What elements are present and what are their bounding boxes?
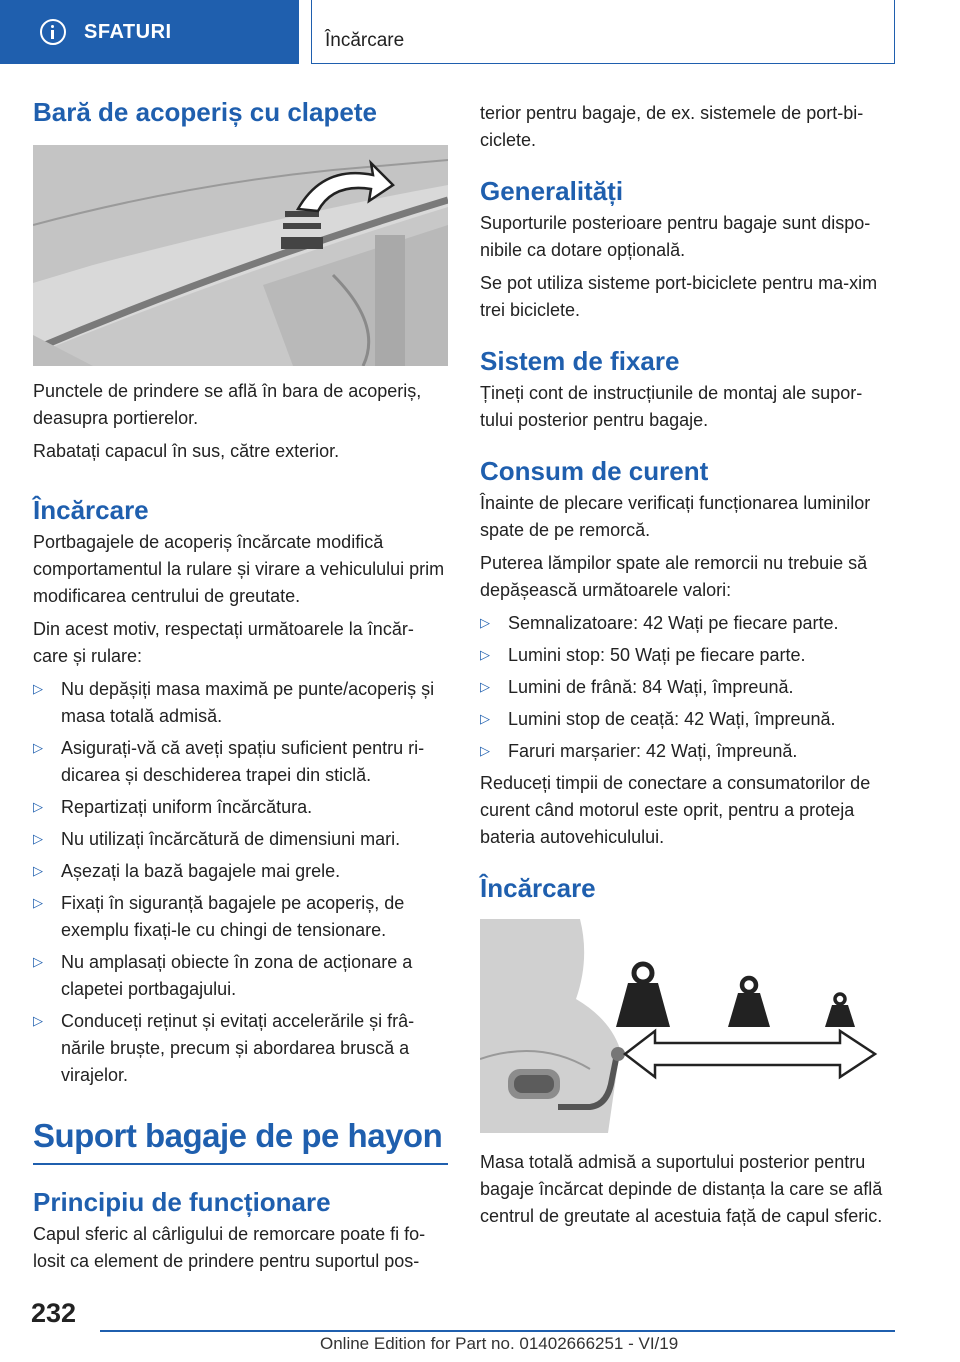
chapter-tab [311,0,895,64]
chapter-heading-wrap [33,1115,448,1165]
roof-rail-illustration [33,145,448,366]
chapter-tab-label: Încărcare [325,30,405,51]
power-paragraph-3: Reduceți timpii de conectare a consumatorilor de curent când motorul este oprit, pentru a proteja bateria autovehiculului. [480,773,871,847]
mounting-paragraph-1: Țineți cont de instrucțiunile de montaj ale supor-tului posterior pentru bagaje. [480,383,863,430]
list-item: ▷ Așezați la bază bagajele mai grele. [33,858,448,885]
principle-paragraph-1: Capul sferic al cârligului de remorcare poate fi fo-losit ca element de prindere pentru suportul pos- [33,1224,426,1271]
section-title-mounting: Sistem de fixare [480,346,680,376]
list-item: ▷ Lumini stop de ceață: 42 Wați, împreună. [480,706,895,733]
loading-paragraph-1: Portbagajele de acoperiș încărcate modifică comportamentul la rulare și virare a vehiculului prim modificarea centrului de greutate. [33,532,445,606]
section-title-general: Generalități [480,176,624,206]
list-item: ▷ Conduceți reținut și evitați accelerările și frâ-nările bruște, precum și abordarea bruscă a virajelor. [33,1008,448,1089]
section-title-power: Consum de curent [480,456,709,486]
section-title-rack-loading: Încărcare [480,873,596,903]
list-item: ▷ Repartizați uniform încărcătura. [33,794,448,821]
roof-rail-paragraph-2: Rabatați capacul în sus, către exterior. [33,441,340,461]
edition-note: Online Edition for Part no. 01402666251 - VI/19 [320,1334,679,1353]
section-title-roof-rail: Bară de acoperiș cu clapete [33,97,377,127]
list-item: ▷ Fixați în siguranță bagajele pe acoperiș, de exemplu fixați-le cu chingi de tensionare. [33,890,448,944]
section-tab [0,0,299,64]
list-item: ▷ Nu amplasați obiecte în zona de acționare a clapetei portbagajului. [33,949,448,1003]
principle-paragraph-continued: terior pentru bagaje, de ex. sistemele de port-bi-ciclete. [480,103,864,150]
power-list [480,610,895,765]
footer-rule [100,1330,895,1332]
list-item: ▷ Lumini de frână: 84 Wați, împreună. [480,674,895,701]
general-paragraph-1: Suporturile posterioare pentru bagaje sunt dispo-nibile ca dotare opțională. [480,213,871,260]
chapter-heading: Suport bagaje de pe hayon [33,1117,443,1154]
section-title-loading: Încărcare [33,495,149,525]
list-item: ▷ Faruri marșarier: 42 Wați, împreună. [480,738,895,765]
right-column [480,100,895,1236]
list-item: ▷ Nu utilizați încărcătură de dimensiuni mari. [33,826,448,853]
page-number: 232 [31,1298,77,1328]
section-title-principle: Principiu de funcționare [33,1187,331,1217]
info-icon [40,19,66,45]
list-item: ▷ Lumini stop: 50 Wați pe fiecare parte. [480,642,895,669]
list-item: ▷ Semnalizatoare: 42 Wați pe fiecare parte. [480,610,895,637]
section-tab-label: SFATURI [84,21,172,43]
loading-paragraph-2: Din acest motiv, respectați următoarele la încăr-care și rulare: [33,619,414,666]
load-distance-illustration [480,919,895,1133]
roof-rail-paragraph-1: Punctele de prindere se află în bara de acoperiș, deasupra portierelor. [33,381,422,428]
rack-loading-paragraph-1: Masa totală admisă a suportului posterior pentru bagaje încărcat depinde de distanța la care se află centrul de greutate al acestuia față de capul sferic. [480,1152,883,1226]
power-paragraph-2: Puterea lămpilor spate ale remorcii nu trebuie să depășească următoarele valori: [480,553,868,600]
list-item: ▷ Nu depășiți masa maximă pe punte/acoperiș și masa totală admisă. [33,676,448,730]
general-paragraph-2: Se pot utiliza sisteme port-biciclete pentru ma-xim trei biciclete. [480,273,878,320]
power-paragraph-1: Înainte de plecare verificați funcționarea luminilor spate de pe remorcă. [480,493,871,540]
loading-list [33,676,448,1089]
list-item: ▷ Asigurați-vă că aveți spațiu suficient pentru ri-dicarea și deschiderea trapei din sticlă. [33,735,448,789]
left-column [33,95,448,1281]
